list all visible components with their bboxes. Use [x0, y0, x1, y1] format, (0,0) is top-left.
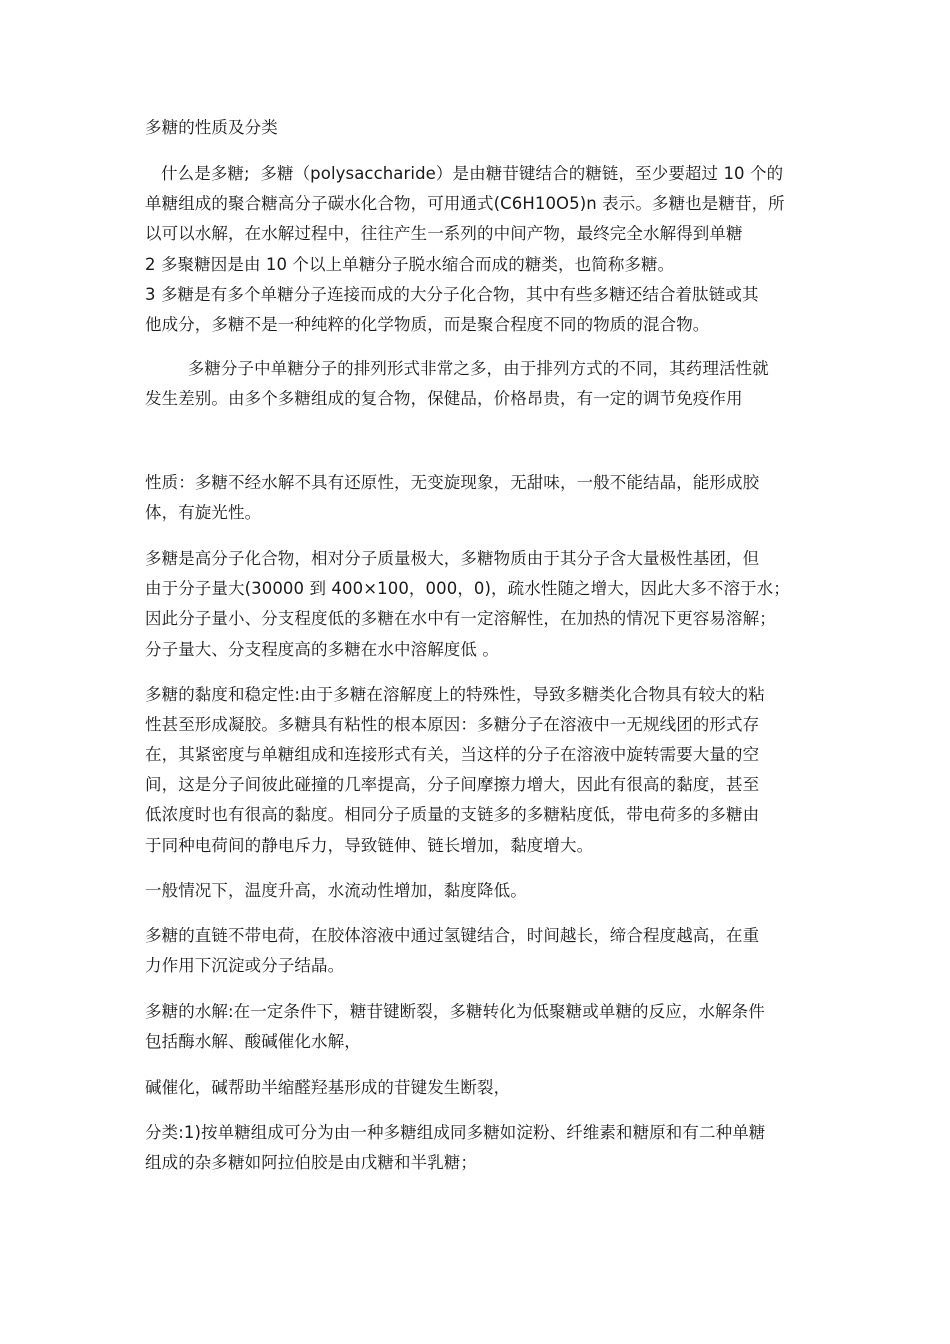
paragraph-line: 多糖分子中单糖分子的排列形式非常之多，由于排列方式的不同，其药理活性就: [145, 359, 769, 378]
paragraph-line: 于同种电荷间的静电斥力，导致链伸、链长增加，黏度增大。: [145, 836, 594, 855]
paragraph-line: 包括酶水解、酸碱催化水解，: [145, 1032, 361, 1051]
paragraph-line: 单糖组成的聚合糖高分子碳水化合物，可用通式(C6H10O5)n 表示。多糖也是糖苷，所: [145, 194, 785, 213]
paragraph-line: 发生差别。由多个多糖组成的复合物，保健品，价格昂贵，有一定的调节免疫作用: [145, 389, 743, 408]
paragraph-line: 3 多糖是有多个单糖分子连接而成的大分子化合物，其中有些多糖还结合着肽链或其: [145, 285, 759, 304]
paragraph-line: 他成分，多糖不是一种纯粹的化学物质，而是聚合程度不同的物质的混合物。: [145, 315, 710, 334]
paragraph-line: 组成的杂多糖如阿拉伯胶是由戊糖和半乳糖；: [145, 1153, 477, 1172]
document-title: 多糖的性质及分类: [145, 118, 278, 137]
paragraph-line: 体，有旋光性。: [145, 503, 262, 522]
paragraph-line: 多糖是高分子化合物，相对分子质量极大，多糖物质由于其分子含大量极性基团，但: [145, 549, 760, 568]
paragraph-line: 碱催化，碱帮助半缩醛羟基形成的苷键发生断裂，: [145, 1078, 511, 1097]
paragraph-line: 多糖的直链不带电荷，在胶体溶液中通过氢键结合，时间越长，缔合程度越高，在重: [145, 926, 760, 945]
paragraph-line: 由于分子量大(30000 到 400×100，000，0)，疏水性随之增大，因此大多不溶于水；: [145, 579, 790, 598]
paragraph-line: 力作用下沉淀或分子结晶。: [145, 956, 345, 975]
paragraph-line: 一般情况下，温度升高，水流动性增加，黏度降低。: [145, 881, 527, 900]
paragraph-line: 分类:1)按单糖组成可分为由一种多糖组成同多糖如淀粉、纤维素和糖原和有二种单糖: [145, 1123, 766, 1142]
paragraph-line: 2 多聚糖因是由 10 个以上单糖分子脱水缩合而成的糖类，也简称多糖。: [145, 255, 675, 274]
paragraph-line: 在，其紧密度与单糖组成和连接形式有关，当这样的分子在溶液中旋转需要大量的空: [145, 745, 760, 764]
paragraph-line: 因此分子量小、分支程度低的多糖在水中有一定溶解性，在加热的情况下更容易溶解；: [145, 609, 776, 628]
paragraph-line: 低浓度时也有很高的黏度。相同分子质量的支链多的多糖粘度低，带电荷多的多糖由: [145, 805, 760, 824]
paragraph-line: 性甚至形成凝胶。多糖具有粘性的根本原因：多糖分子在溶液中一无规线团的形式存: [145, 715, 760, 734]
paragraph-line: 分子量大、分支程度高的多糖在水中溶解度低 。: [145, 640, 499, 659]
paragraph-line: 多糖的水解:在一定条件下，糖苷键断裂，多糖转化为低聚糖或单糖的反应，水解条件: [145, 1002, 765, 1021]
paragraph-line: 以可以水解，在水解过程中，往往产生一系列的中间产物，最终完全水解得到单糖: [145, 224, 743, 243]
paragraph-line: 什么是多糖; 多糖（polysaccharide）是由糖苷键结合的糖链，至少要超过 10 个的: [145, 164, 784, 183]
paragraph-line: 性质：多糖不经水解不具有还原性，无变旋现象，无甜味，一般不能结晶，能形成胶: [145, 473, 760, 492]
paragraph-line: 间，这是分子间彼此碰撞的几率提高，分子间摩擦力增大，因此有很高的黏度，甚至: [145, 775, 760, 794]
paragraph-line: 多糖的黏度和稳定性:由于多糖在溶解度上的特殊性，导致多糖类化合物具有较大的粘: [145, 685, 765, 704]
